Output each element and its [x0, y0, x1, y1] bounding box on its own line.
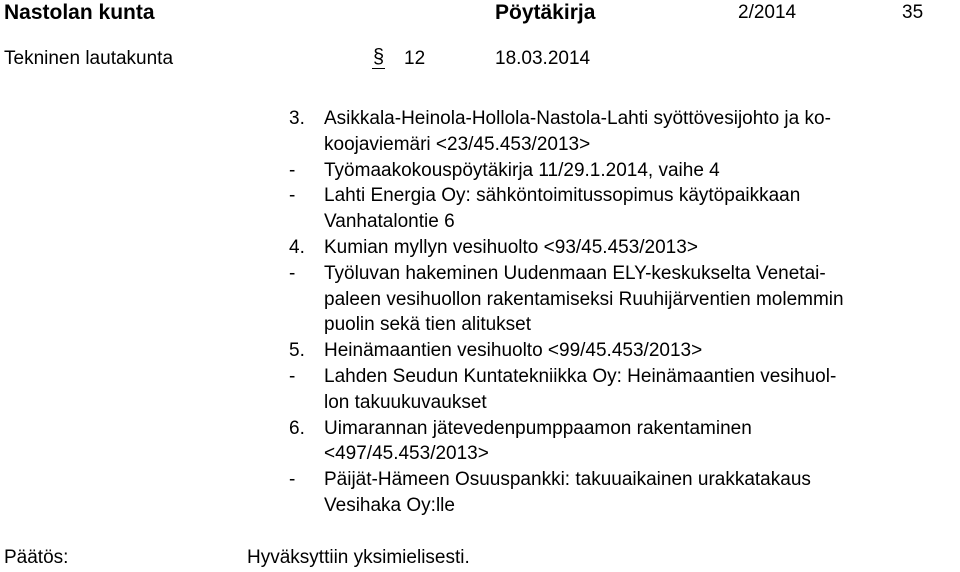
agenda-item-text: [324, 183, 949, 235]
agenda-item-text: [324, 338, 949, 364]
document-type: Pöytäkirja: [495, 1, 596, 24]
agenda-item-marker: -: [289, 365, 296, 387]
agenda-item-marker: -: [289, 159, 296, 181]
decision-label: Päätös:: [4, 547, 69, 568]
issue-number: 2/2014: [738, 2, 797, 23]
agenda-item-line: koojaviemäri <23/45.453/2013>: [324, 133, 591, 155]
agenda-item-line: Heinämaantien vesihuolto <99/45.453/2013>: [324, 340, 703, 362]
agenda-item-text: [324, 158, 949, 184]
agenda-item-marker: -: [289, 262, 296, 284]
agenda-item-line: Asikkala-Heinola-Hollola-Nastola-Lahti syöttövesijohto ja ko-: [324, 108, 831, 129]
agenda-item: [289, 338, 949, 364]
agenda-item: [289, 261, 949, 338]
agenda-item: [289, 364, 949, 416]
section-sign: §: [373, 46, 385, 68]
agenda-item-line: Työluvan hakeminen Uudenmaan ELY-keskukselta Venetai-: [324, 262, 826, 284]
agenda-item-line: Lahti Energia Oy: sähköntoimitussopimus käytöpaikkaan: [324, 185, 801, 207]
agenda-item-line: Vesihaka Oy:lle: [324, 494, 455, 516]
agenda-item-text: [324, 364, 949, 416]
agenda-item-line: Päijät-Hämeen Osuuspankki: takuuaikainen urakkatakaus: [324, 469, 811, 491]
decision-text: Hyväksyttiin yksimielisesti.: [247, 547, 470, 568]
agenda-item-line: <497/45.453/2013>: [324, 443, 489, 465]
agenda-item: [289, 235, 949, 261]
agenda-item-marker: -: [289, 185, 296, 207]
agenda-item-line: paleen vesihuollon rakentamiseksi Ruuhijärventien molemmin: [324, 288, 844, 310]
agenda-item-text: [324, 106, 949, 158]
board-name: Tekninen lautakunta: [4, 48, 174, 69]
agenda-item-marker: 5.: [289, 340, 305, 362]
agenda-item-text: [324, 467, 949, 519]
agenda-item-marker: 6.: [289, 417, 305, 439]
section-number: 12: [404, 48, 426, 69]
page-number: 35: [902, 2, 924, 23]
agenda-list: [289, 106, 949, 519]
agenda-item: [289, 158, 949, 184]
agenda-item-marker: -: [289, 469, 296, 491]
agenda-item: [289, 106, 949, 158]
agenda-item-line: Uimarannan jätevedenpumppaamon rakentaminen: [324, 417, 752, 439]
agenda-item-line: Lahden Seudun Kuntatekniikka Oy: Heinämaantien vesihuol-: [324, 365, 837, 387]
agenda-item-marker: 4.: [289, 236, 305, 258]
agenda-item-marker: 3.: [289, 108, 305, 129]
agenda-item-text: [324, 235, 949, 261]
meeting-date: 18.03.2014: [495, 48, 591, 69]
agenda-item-line: lon takuukuvaukset: [324, 391, 487, 413]
agenda-item-line: puolin sekä tien alitukset: [324, 314, 532, 336]
agenda-item: [289, 467, 949, 519]
agenda-item-line: Työmaakokouspöytäkirja 11/29.1.2014, vaihe 4: [324, 159, 720, 181]
agenda-item: [289, 416, 949, 468]
municipality-name: Nastolan kunta: [4, 1, 155, 24]
agenda-item-line: Kumian myllyn vesihuolto <93/45.453/2013>: [324, 236, 698, 258]
agenda-item-text: [324, 416, 949, 468]
agenda-item-line: Vanhatalontie 6: [324, 211, 455, 233]
agenda-item: [289, 183, 949, 235]
agenda-item-text: [324, 261, 949, 338]
